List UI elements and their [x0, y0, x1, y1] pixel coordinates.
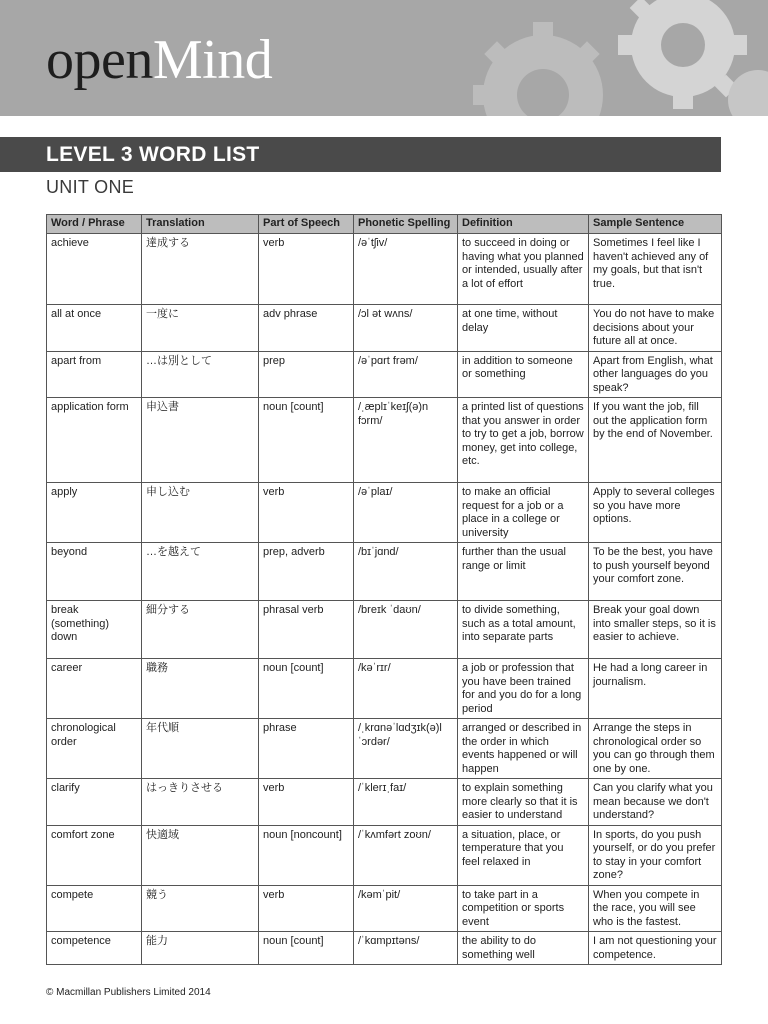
table-row [47, 601, 722, 659]
table-row [47, 543, 722, 601]
table-row [47, 885, 722, 932]
page-title: LEVEL 3 WORD LIST [46, 143, 260, 166]
cell-sample-sentence: Can you clarify what you mean because we don't understand? [589, 779, 722, 826]
cell-phonetic: /ˌæplɪˈkeɪʃ(ə)n fɔrm/ [354, 398, 458, 483]
cell-phonetic: /bɪˈjɑnd/ [354, 543, 458, 601]
cell-part-of-speech: prep, adverb [259, 543, 354, 601]
logo-mind: Mind [152, 29, 273, 91]
cell-sample-sentence: Apply to several colleges so you have more options. [589, 483, 722, 543]
cell-phonetic: /kəˈrɪr/ [354, 659, 458, 719]
cell-translation: 職務 [142, 659, 259, 719]
cell-word: comfort zone [47, 825, 142, 885]
cell-sample-sentence: You do not have to make decisions about your future all at once. [589, 305, 722, 352]
cell-word: career [47, 659, 142, 719]
cell-part-of-speech: verb [259, 885, 354, 932]
table-row [47, 825, 722, 885]
cell-phonetic: /əˈpɑrt frəm/ [354, 351, 458, 398]
unit-heading: UNIT ONE [46, 177, 135, 197]
cell-translation: …は別として [142, 351, 259, 398]
cell-translation: 申込書 [142, 398, 259, 483]
page-header [0, 0, 768, 116]
cell-definition: a job or profession that you have been trained for and you do for a long period [458, 659, 589, 719]
table-row [47, 719, 722, 779]
col-sample-sentence: Sample Sentence [589, 215, 722, 234]
cell-sample-sentence: If you want the job, fill out the application form by the end of November. [589, 398, 722, 483]
table-row [47, 483, 722, 543]
table-row [47, 659, 722, 719]
cell-definition: a printed list of questions that you answer in order to try to get a job, borrow money, get into college, etc. [458, 398, 589, 483]
cell-phonetic: /breɪk ˈdaʊn/ [354, 601, 458, 659]
cell-translation: 達成する [142, 234, 259, 305]
cell-definition: to make an official request for a job or a place in a college or university [458, 483, 589, 543]
cell-part-of-speech: prep [259, 351, 354, 398]
cell-translation: はっきりさせる [142, 779, 259, 826]
cell-word: clarify [47, 779, 142, 826]
col-definition: Definition [458, 215, 589, 234]
cell-definition: to explain something more clearly so that it is easier to understand [458, 779, 589, 826]
cell-phonetic: /ˈklerɪˌfaɪ/ [354, 779, 458, 826]
cell-definition: arranged or described in the order in which events happened or will happen [458, 719, 589, 779]
cell-part-of-speech: noun [count] [259, 932, 354, 965]
col-part-of-speech: Part of Speech [259, 215, 354, 234]
cell-part-of-speech: adv phrase [259, 305, 354, 352]
cell-word: application form [47, 398, 142, 483]
cell-word: achieve [47, 234, 142, 305]
openmind-logo [46, 28, 272, 92]
cell-sample-sentence: Break your goal down into smaller steps, so it is easier to achieve. [589, 601, 722, 659]
cell-phonetic: /ɔl ət wʌns/ [354, 305, 458, 352]
table-row [47, 234, 722, 305]
cell-definition: in addition to someone or something [458, 351, 589, 398]
cell-definition: to take part in a competition or sports event [458, 885, 589, 932]
table-row [47, 779, 722, 826]
cell-sample-sentence: Apart from English, what other languages do you speak? [589, 351, 722, 398]
cell-part-of-speech: phrasal verb [259, 601, 354, 659]
cell-part-of-speech: noun [noncount] [259, 825, 354, 885]
cell-part-of-speech: phrase [259, 719, 354, 779]
cell-sample-sentence: To be the best, you have to push yourself beyond your comfort zone. [589, 543, 722, 601]
cell-definition: at one time, without delay [458, 305, 589, 352]
cell-definition: a situation, place, or temperature that you feel relaxed in [458, 825, 589, 885]
cell-word: compete [47, 885, 142, 932]
cell-translation: 競う [142, 885, 259, 932]
cell-phonetic: /kəmˈpit/ [354, 885, 458, 932]
cell-translation: …を越えて [142, 543, 259, 601]
cell-definition: to succeed in doing or having what you planned or intended, usually after a lot of effort [458, 234, 589, 305]
cell-translation: 能力 [142, 932, 259, 965]
cell-part-of-speech: verb [259, 483, 354, 543]
word-list-table [46, 214, 722, 965]
cell-definition: further than the usual range or limit [458, 543, 589, 601]
cell-word: all at once [47, 305, 142, 352]
cell-translation: 年代順 [142, 719, 259, 779]
cell-phonetic: /ˈkɑmpɪtəns/ [354, 932, 458, 965]
table-row [47, 932, 722, 965]
title-bar [0, 137, 721, 172]
table-header-row [47, 215, 722, 234]
cell-sample-sentence: He had a long career in journalism. [589, 659, 722, 719]
cell-sample-sentence: I am not questioning your competence. [589, 932, 722, 965]
cell-phonetic: /əˈtʃiv/ [354, 234, 458, 305]
gears-decoration [428, 0, 768, 116]
cell-word: apply [47, 483, 142, 543]
cell-part-of-speech: noun [count] [259, 398, 354, 483]
cell-sample-sentence: Sometimes I feel like I haven't achieved any of my goals, but that isn't true. [589, 234, 722, 305]
logo-open: open [46, 29, 153, 91]
col-phonetic-spelling: Phonetic Spelling [354, 215, 458, 234]
cell-definition: to divide something, such as a total amount, into separate parts [458, 601, 589, 659]
cell-translation: 快適域 [142, 825, 259, 885]
cell-word: chronological order [47, 719, 142, 779]
cell-word: break (something) down [47, 601, 142, 659]
cell-sample-sentence: Arrange the steps in chronological order so you can go through them one by one. [589, 719, 722, 779]
cell-word: competence [47, 932, 142, 965]
col-word-phrase: Word / Phrase [47, 215, 142, 234]
cell-translation: 申し込む [142, 483, 259, 543]
copyright-footer: © Macmillan Publishers Limited 2014 [46, 987, 211, 998]
table-row [47, 305, 722, 352]
cell-translation: 一度に [142, 305, 259, 352]
cell-part-of-speech: noun [count] [259, 659, 354, 719]
cell-phonetic: /əˈplaɪ/ [354, 483, 458, 543]
cell-definition: the ability to do something well [458, 932, 589, 965]
cell-part-of-speech: verb [259, 779, 354, 826]
cell-sample-sentence: When you compete in the race, you will see who is the fastest. [589, 885, 722, 932]
col-translation: Translation [142, 215, 259, 234]
cell-word: beyond [47, 543, 142, 601]
cell-phonetic: /ˈkʌmfərt zoʊn/ [354, 825, 458, 885]
cell-word: apart from [47, 351, 142, 398]
cell-translation: 細分する [142, 601, 259, 659]
cell-phonetic: /ˌkrɑnəˈlɑdʒɪk(ə)l ˈɔrdər/ [354, 719, 458, 779]
cell-part-of-speech: verb [259, 234, 354, 305]
table-row [47, 398, 722, 483]
table-row [47, 351, 722, 398]
cell-sample-sentence: In sports, do you push yourself, or do you prefer to stay in your comfort zone? [589, 825, 722, 885]
